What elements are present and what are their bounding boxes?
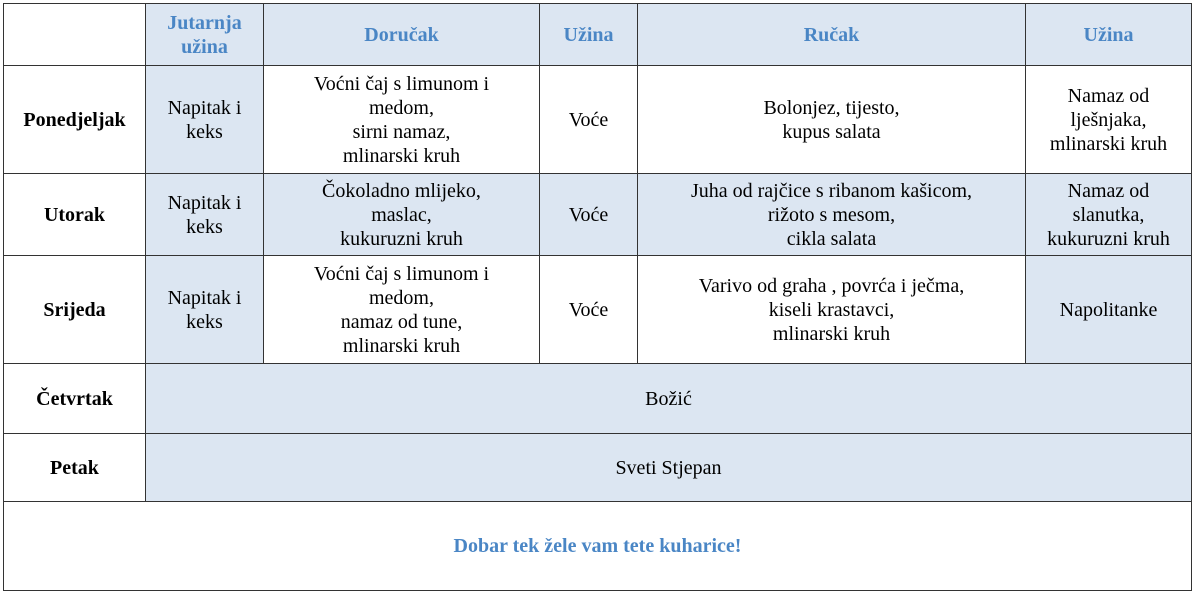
cell-uzina-afternoon: Namaz od lješnjaka, mlinarski kruh [1026,66,1192,174]
corner-cell [4,4,146,66]
header-jutarnja-uzina: Jutarnja užina [146,4,264,66]
cell-jutarnja-uzina: Napitak i keks [146,174,264,256]
day-label: Četvrtak [4,364,146,434]
cell-uzina: Voće [540,66,638,174]
row-utorak [4,174,1192,256]
cell-uzina: Voće [540,256,638,364]
cell-dorucak: Čokoladno mlijeko, maslac, kukuruzni kruh [264,174,540,256]
cell-uzina-afternoon: Napolitanke [1026,256,1192,364]
header-rucak: Ručak [638,4,1026,66]
cell-dorucak: Voćni čaj s limunom i medom, sirni namaz, mlinarski kruh [264,66,540,174]
holiday-cell: Božić [146,364,1192,434]
header-dorucak: Doručak [264,4,540,66]
day-label: Ponedjeljak [4,66,146,174]
row-srijeda [4,256,1192,364]
cell-jutarnja-uzina: Napitak i keks [146,256,264,364]
header-row [4,4,1192,66]
day-label: Petak [4,434,146,502]
cell-rucak: Varivo od graha , povrća i ječma, kiseli krastavci, mlinarski kruh [638,256,1026,364]
header-uzina-afternoon: Užina [1026,4,1192,66]
menu-table [3,3,1192,591]
cell-uzina: Voće [540,174,638,256]
row-petak [4,434,1192,502]
header-uzina: Užina [540,4,638,66]
holiday-cell: Sveti Stjepan [146,434,1192,502]
row-ponedjeljak [4,66,1192,174]
day-label: Srijeda [4,256,146,364]
cell-rucak: Juha od rajčice s ribanom kašicom, rižoto s mesom, cikla salata [638,174,1026,256]
footer-message: Dobar tek žele vam tete kuharice! [4,502,1192,591]
cell-uzina-afternoon: Namaz od slanutka, kukuruzni kruh [1026,174,1192,256]
cell-dorucak: Voćni čaj s limunom i medom, namaz od tune, mlinarski kruh [264,256,540,364]
footer-row [4,502,1192,591]
cell-rucak: Bolonjez, tijesto, kupus salata [638,66,1026,174]
cell-jutarnja-uzina: Napitak i keks [146,66,264,174]
row-cetvrtak [4,364,1192,434]
day-label: Utorak [4,174,146,256]
